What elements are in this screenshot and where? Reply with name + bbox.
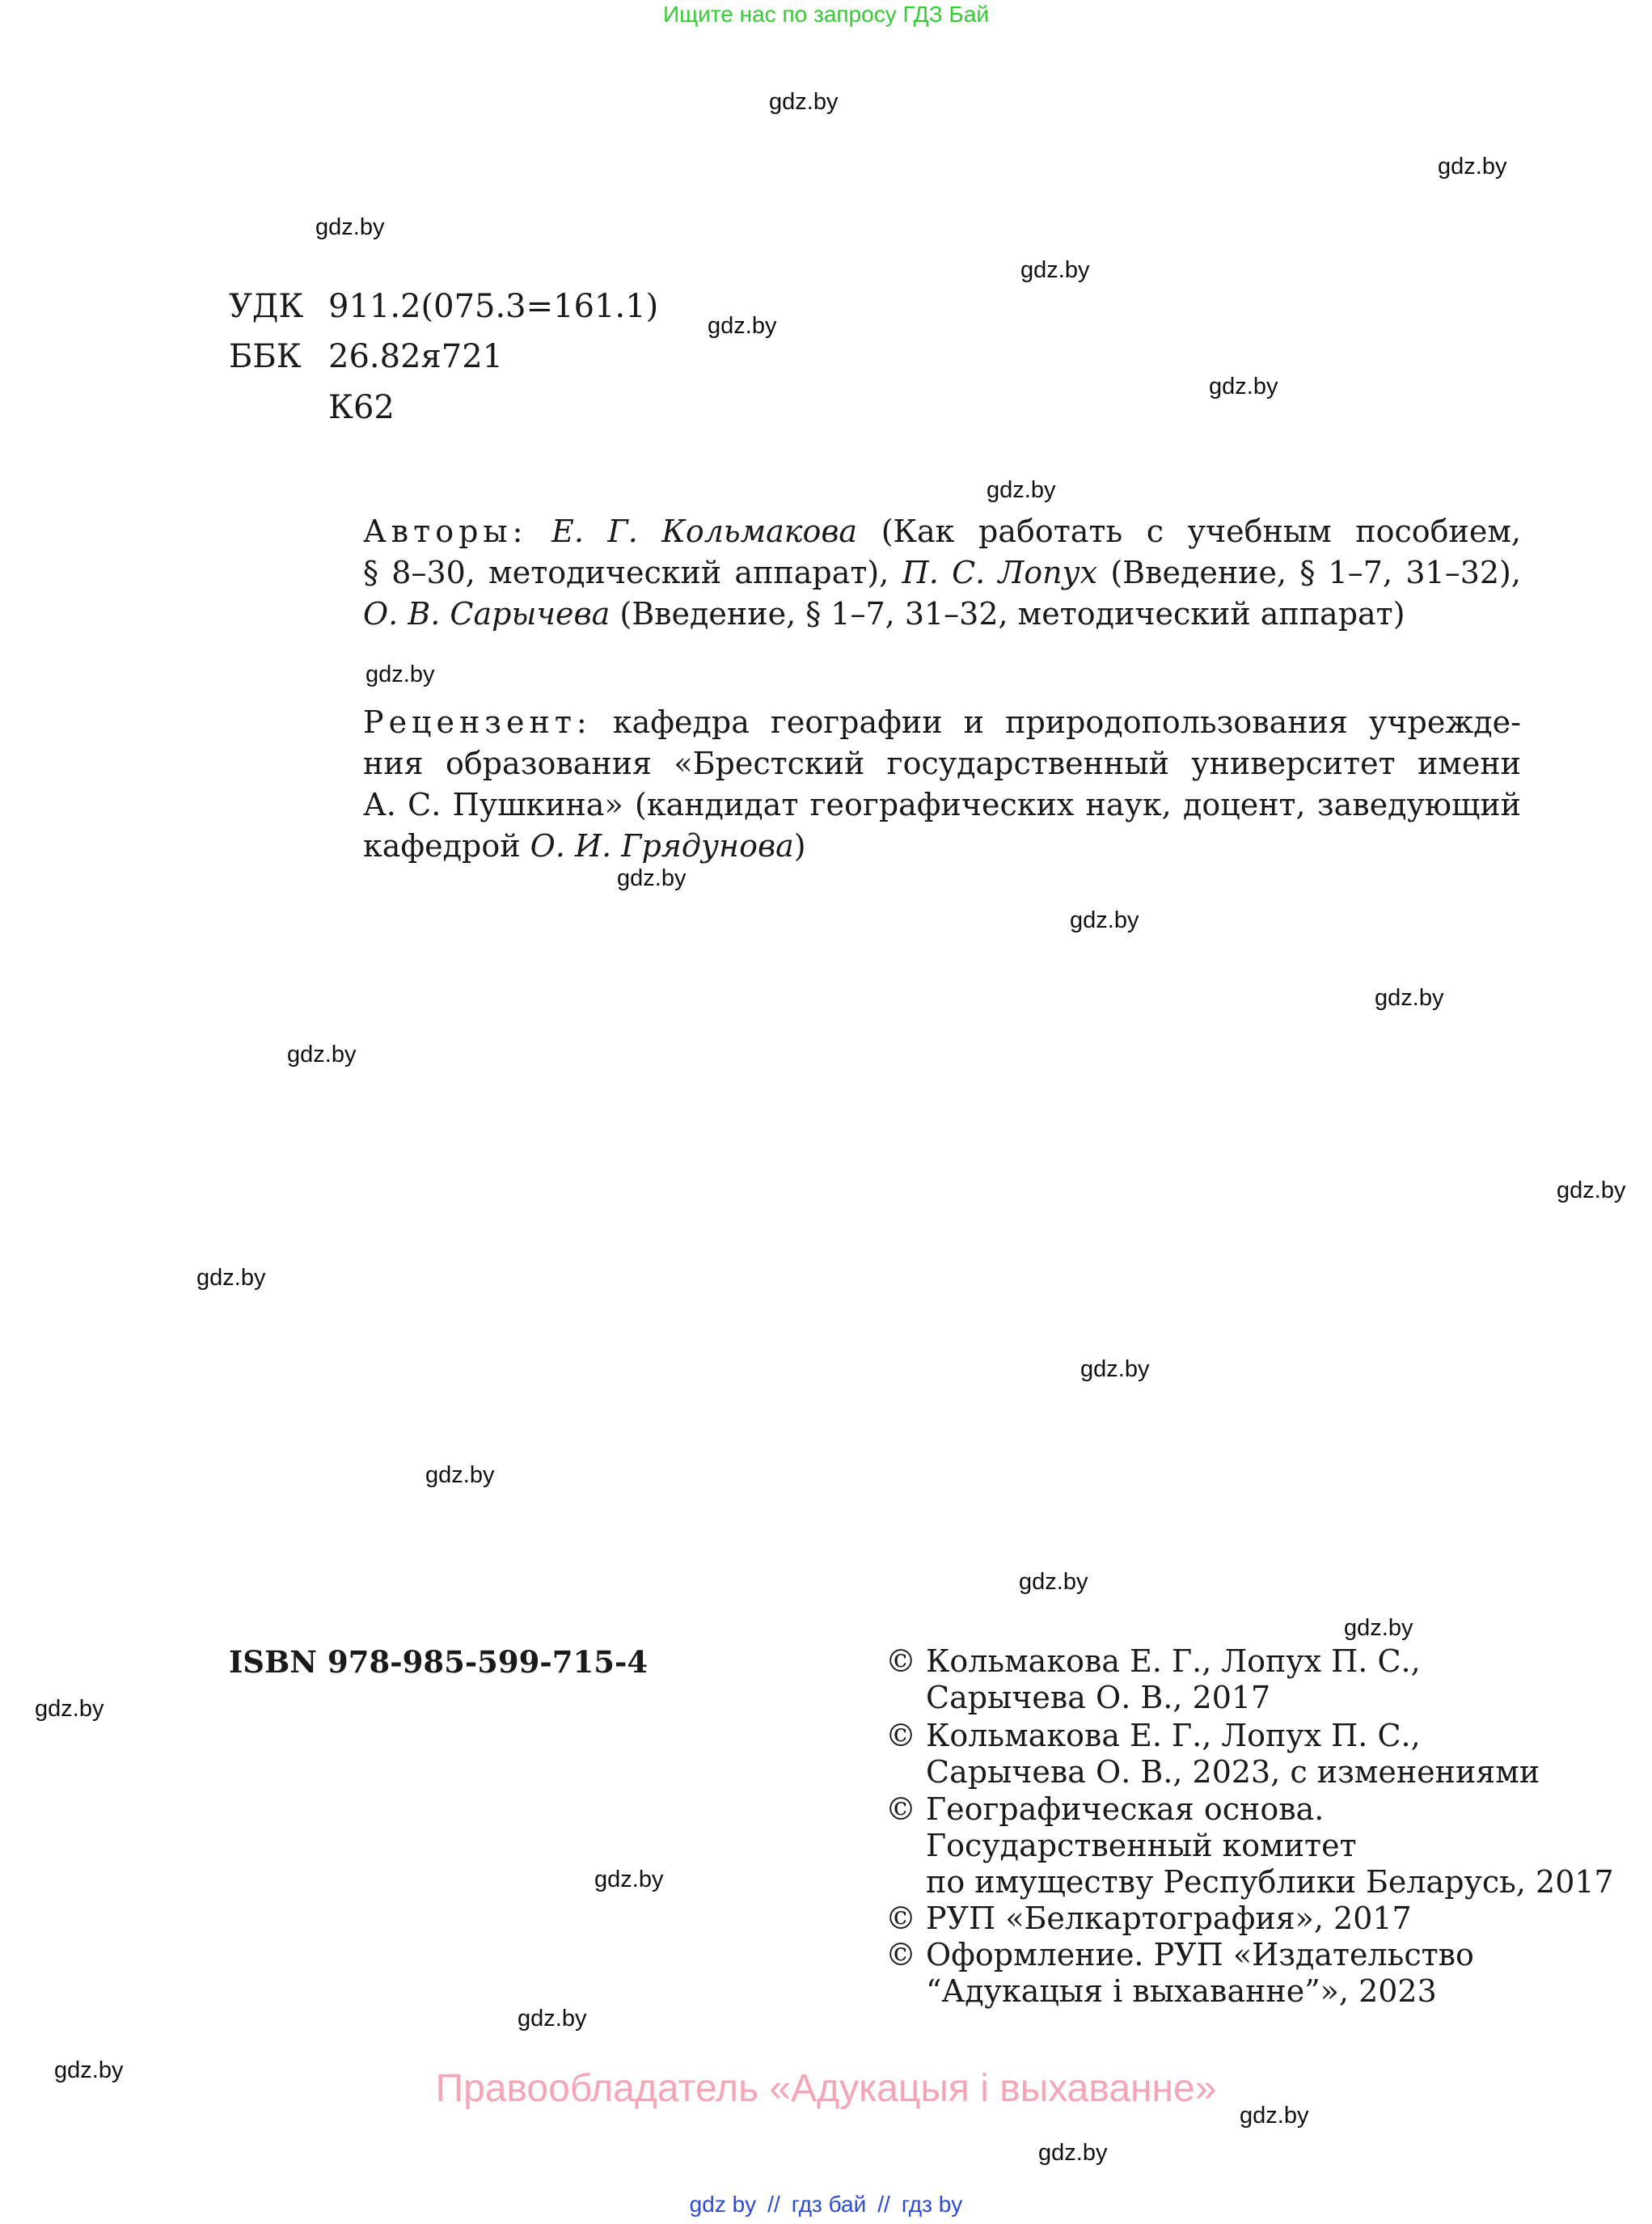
copyright-text: Кольмакова Е. Г., Лопух П. С., bbox=[926, 1718, 1421, 1753]
watermark: gdz.by bbox=[35, 1696, 104, 1722]
reviewer-text: ) bbox=[793, 828, 806, 864]
link-separator: // bbox=[767, 2192, 780, 2217]
reviewer-line-4 bbox=[363, 826, 1521, 867]
authors-text: (Как работать с учебным пособием, bbox=[881, 514, 1521, 549]
copyright-icon: © bbox=[885, 1718, 916, 1753]
author-name: П. С. Лопух bbox=[902, 555, 1098, 590]
reviewer-line-3: А. С. Пушкина» (кандидат географических наук, доцент, заведующий bbox=[363, 787, 1521, 822]
copyright-icon: © bbox=[885, 1643, 916, 1679]
authors-line-2 bbox=[363, 552, 1521, 594]
watermark: gdz.by bbox=[987, 477, 1056, 503]
watermark: gdz.by bbox=[769, 89, 839, 115]
authors-label: Авторы: bbox=[363, 514, 528, 549]
watermark: gdz.by bbox=[365, 662, 435, 687]
watermark: gdz.by bbox=[1240, 2103, 1309, 2129]
bbk-value: 26.82я721 bbox=[328, 338, 504, 375]
reviewer-label: Рецензент: bbox=[363, 704, 592, 740]
reviewer-line-1 bbox=[363, 702, 1521, 743]
link-gdz-by[interactable]: gdz by bbox=[689, 2192, 757, 2217]
author-name: Е. Г. Кольмакова bbox=[551, 514, 858, 549]
watermark: gdz.by bbox=[1019, 1569, 1088, 1595]
authors-block bbox=[363, 511, 1521, 635]
copyright-text: Географическая основа. bbox=[926, 1791, 1325, 1827]
top-banner[interactable]: Ищите нас по запросу ГДЗ Бай bbox=[662, 2, 990, 27]
author-mark: К62 bbox=[328, 389, 395, 426]
watermark: gdz.by bbox=[315, 214, 385, 240]
copyright-icon: © bbox=[885, 1901, 916, 1936]
watermark: gdz.by bbox=[1438, 154, 1507, 180]
udk-label: УДК bbox=[229, 288, 304, 325]
rights-holder: Правообладатель «Адукацыя і выхаванне» bbox=[435, 2067, 1217, 2110]
watermark: gdz.by bbox=[617, 865, 687, 891]
watermark: gdz.by bbox=[1375, 985, 1444, 1011]
watermark: gdz.by bbox=[287, 1042, 357, 1068]
copyright-text: Государственный комитет bbox=[926, 1828, 1357, 1863]
copyright-icon: © bbox=[885, 1937, 916, 1972]
bbk-label: ББК bbox=[229, 338, 302, 375]
copyright-text: Сарычева О. В., 2023, с изменениями bbox=[926, 1754, 1540, 1790]
reviewer-name: О. И. Грядунова bbox=[530, 828, 794, 864]
watermark: gdz.by bbox=[1038, 2140, 1108, 2166]
udk-value: 911.2(075.3=161.1) bbox=[328, 288, 659, 325]
copyright-text: “Адукацыя і выхаванне”», 2023 bbox=[926, 1973, 1437, 2009]
link-separator: // bbox=[877, 2192, 890, 2217]
copyright-text: Кольмакова Е. Г., Лопух П. С., bbox=[926, 1643, 1421, 1679]
reviewer-block bbox=[363, 702, 1521, 867]
copyright-text: Оформление. РУП «Издательство bbox=[926, 1937, 1474, 1972]
authors-line-1 bbox=[363, 511, 1521, 552]
link-gdz-bai[interactable]: гдз бай bbox=[791, 2192, 867, 2217]
watermark: gdz.by bbox=[518, 2006, 587, 2032]
link-gdz-by-ru[interactable]: гдз by bbox=[901, 2192, 963, 2217]
watermark: gdz.by bbox=[425, 1462, 495, 1488]
copyright-icon: © bbox=[885, 1791, 916, 1827]
watermark: gdz.by bbox=[708, 313, 777, 339]
copyright-text: по имуществу Республики Беларусь, 2017 bbox=[926, 1864, 1614, 1900]
authors-text: (Введение, § 1–7, 31–32, методический аппарат) bbox=[619, 596, 1405, 632]
watermark: gdz.by bbox=[1209, 374, 1278, 400]
authors-text: § 8–30, методический аппарат), bbox=[363, 555, 889, 590]
watermark: gdz.by bbox=[1344, 1615, 1413, 1641]
author-name: О. В. Сарычева bbox=[363, 596, 611, 632]
watermark: gdz.by bbox=[54, 2057, 124, 2083]
reviewer-line-2: ния образования «Брестский государственный университет имени bbox=[363, 746, 1521, 781]
watermark: gdz.by bbox=[594, 1867, 664, 1892]
watermark: gdz.by bbox=[1070, 907, 1139, 933]
authors-text: (Введение, § 1–7, 31–32), bbox=[1110, 555, 1521, 590]
reviewer-text: кафедра географии и природопользования учрежде- bbox=[612, 704, 1521, 740]
watermark: gdz.by bbox=[1080, 1356, 1150, 1382]
watermark: gdz.by bbox=[1557, 1178, 1626, 1203]
isbn: ISBN 978-985-599-715-4 bbox=[229, 1644, 649, 1680]
watermark: gdz.by bbox=[196, 1265, 266, 1291]
copyright-text: РУП «Белкартография», 2017 bbox=[926, 1901, 1412, 1936]
authors-line-3 bbox=[363, 594, 1521, 635]
copyright-text: Сарычева О. В., 2017 bbox=[926, 1680, 1271, 1715]
watermark: gdz.by bbox=[1020, 257, 1090, 283]
bottom-links bbox=[0, 2192, 1652, 2218]
reviewer-text: кафедрой bbox=[363, 828, 521, 864]
